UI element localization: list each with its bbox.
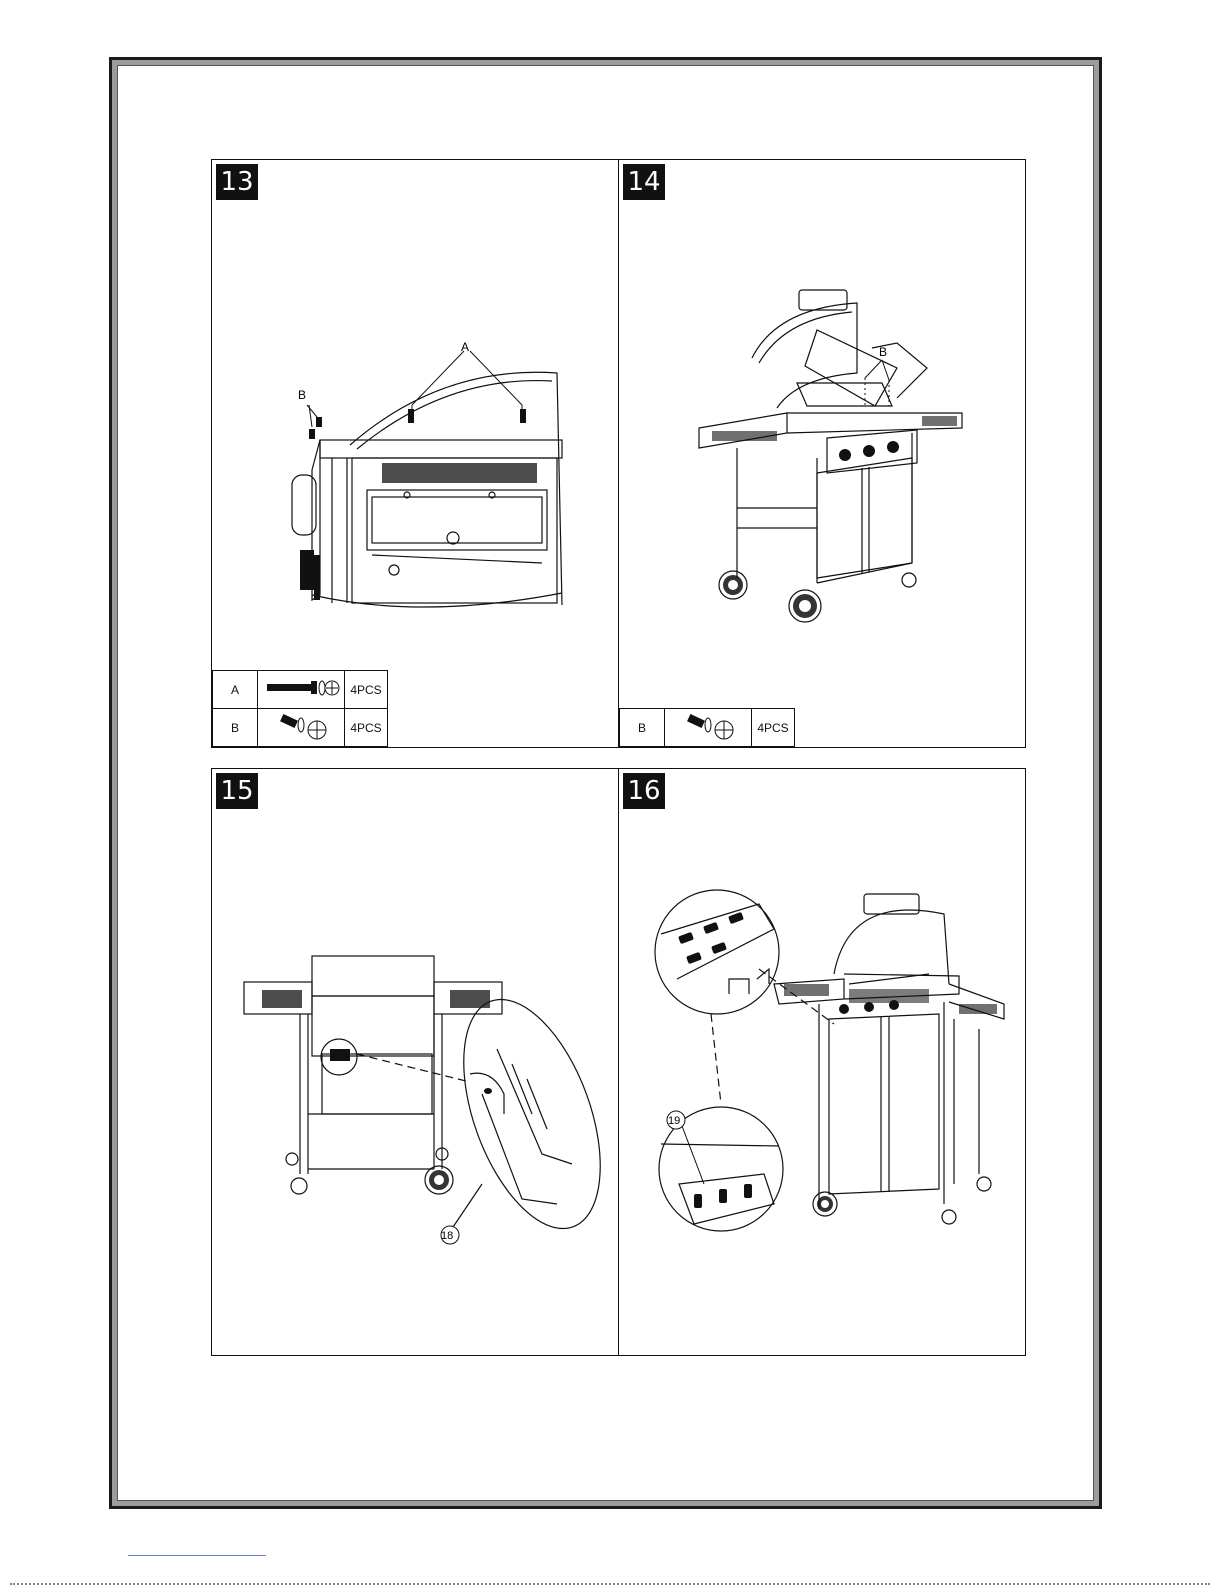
step-number: 13: [216, 164, 258, 200]
part-quantity: 4PCS: [345, 709, 388, 747]
short-bolt-icon: [258, 709, 345, 747]
step-number: 16: [623, 773, 665, 809]
step-13-panel: [211, 159, 619, 748]
callout-19: 19: [668, 1115, 681, 1127]
parts-table: [619, 708, 795, 747]
step-14-panel: [618, 159, 1026, 748]
short-bolt-icon: [665, 709, 752, 747]
callout-b: B: [879, 345, 888, 359]
part-code: B: [620, 709, 665, 747]
callout-18: 18: [441, 1230, 454, 1242]
grill-flame-tamer-illustration: [649, 884, 1019, 1249]
long-bolt-with-washer-icon: [258, 671, 345, 709]
parts-row: [213, 671, 388, 709]
part-code: B: [213, 709, 258, 747]
part-code: A: [213, 671, 258, 709]
part-quantity: 4PCS: [752, 709, 795, 747]
step-number: 15: [216, 773, 258, 809]
grill-side-bolt-illustration: [272, 340, 572, 615]
callout-a: A: [461, 340, 470, 354]
parts-row: [213, 709, 388, 747]
parts-table: [212, 670, 388, 747]
assembly-steps-grid: [211, 159, 1026, 1356]
grill-open-lid-illustration: [697, 288, 967, 628]
parts-row: [620, 709, 795, 747]
step-number: 14: [623, 164, 665, 200]
part-quantity: 4PCS: [345, 671, 388, 709]
grill-back-grease-tray-illustration: [242, 954, 602, 1242]
footer-link-underline: [128, 1555, 266, 1556]
step-15-panel: [211, 768, 619, 1356]
step-16-panel: [618, 768, 1026, 1356]
callout-b: B: [298, 388, 307, 402]
